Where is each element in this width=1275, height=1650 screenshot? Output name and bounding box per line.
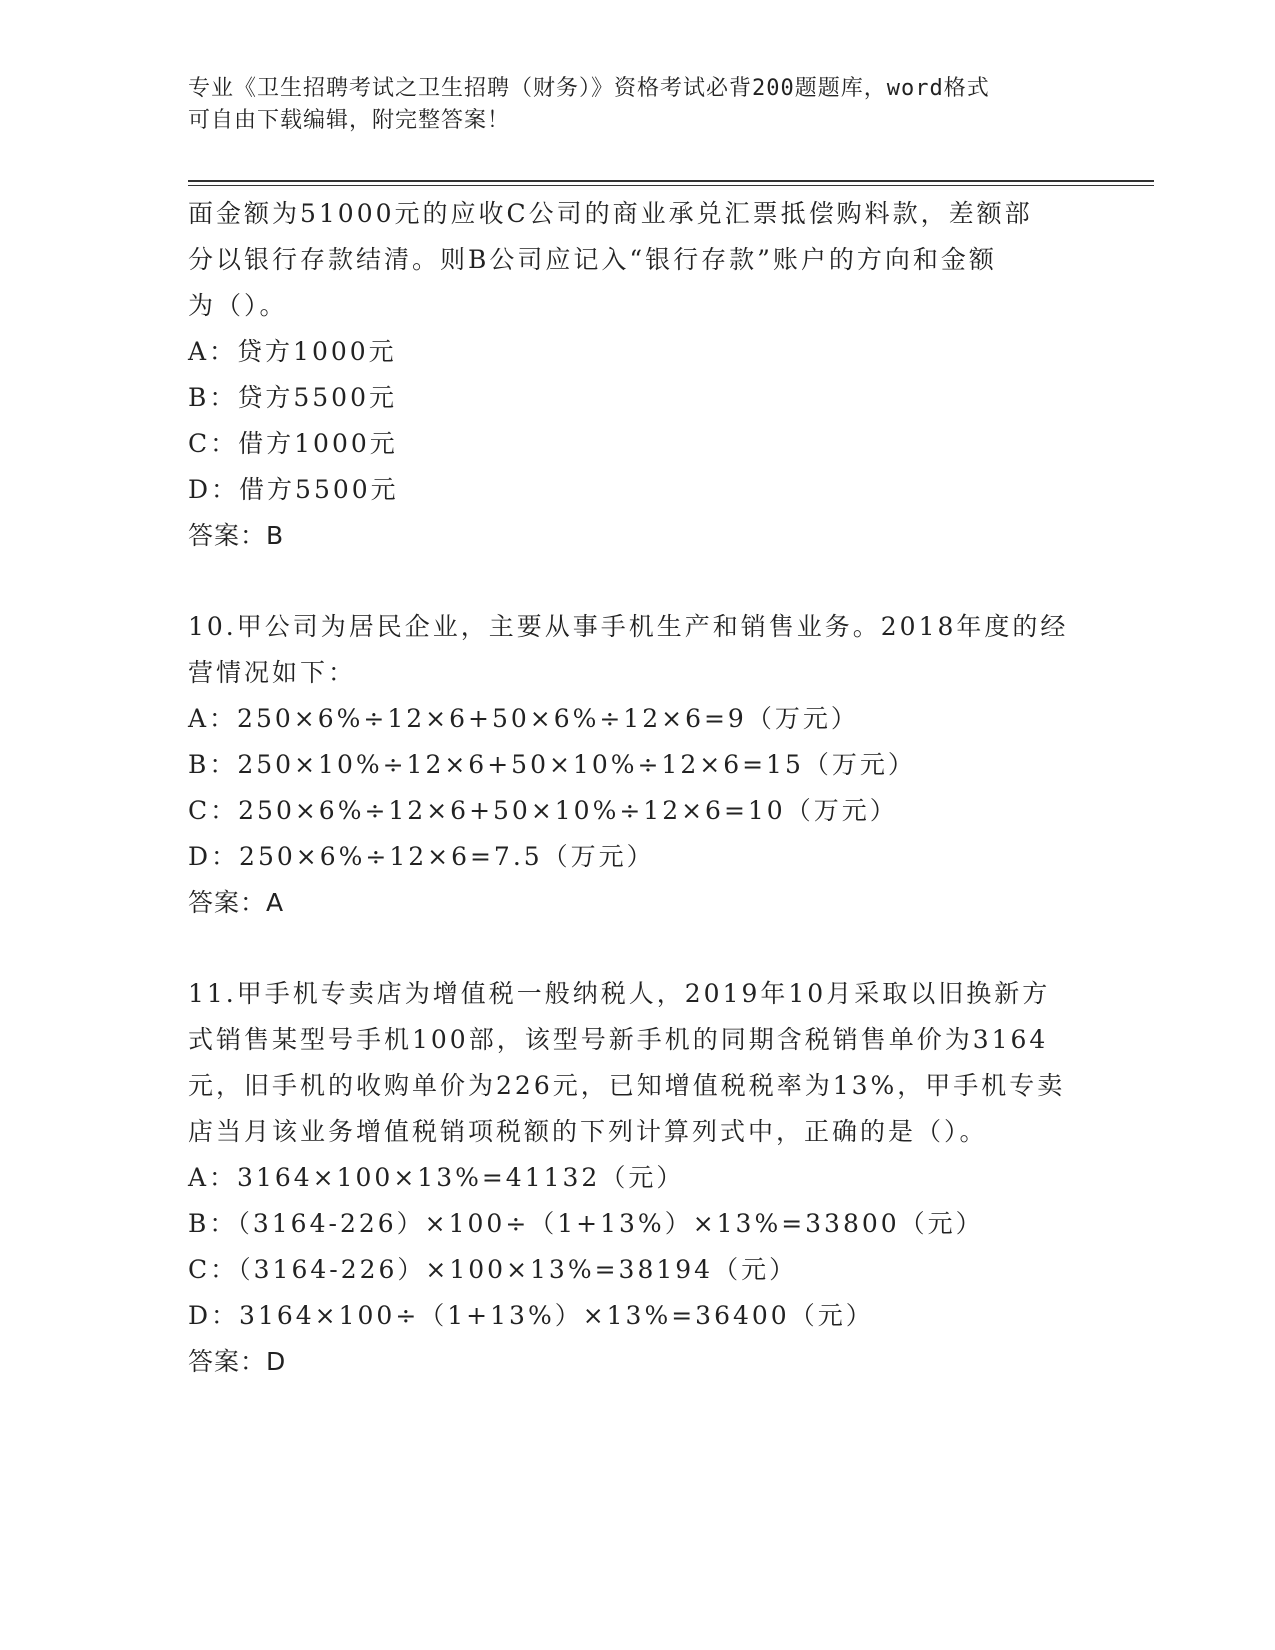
option-b: B：250×10%÷12×6+50×10%÷12×6=15（万元） (188, 750, 916, 779)
question-stem (188, 971, 1088, 1155)
question-11 (188, 971, 1088, 1385)
option-a: A：贷方1000元 (188, 337, 397, 366)
stem-line: 10.甲公司为居民企业，主要从事手机生产和销售业务。2018年度的经 (188, 612, 1069, 641)
stem-line: 分以银行存款结清。则B公司应记入“银行存款”账户的方向和金额 (188, 245, 997, 274)
stem-line: 11.甲手机专卖店为增值税一般纳税人，2019年10月采取以旧换新方 (188, 979, 1051, 1008)
question-stem (188, 604, 1088, 696)
stem-line: 式销售某型号手机100部，该型号新手机的同期含税销售单价为3164 (188, 1025, 1049, 1054)
option-a: A：3164×100×13%=41132（元） (188, 1163, 685, 1192)
question-list (188, 191, 1088, 1430)
stem-line: 元，旧手机的收购单价为226元，已知增值税税率为13%，甲手机专卖 (188, 1071, 1066, 1100)
answer-line: 答案：A (188, 888, 285, 917)
question-10 (188, 604, 1088, 926)
option-c: C：（3164-226）×100×13%=38194（元） (188, 1255, 798, 1284)
header-line-2: 可自由下载编辑，附完整答案！ (188, 108, 511, 133)
stem-line: 营情况如下： (188, 658, 357, 687)
option-a: A：250×6%÷12×6+50×6%÷12×6=9（万元） (188, 704, 859, 733)
option-d: D：3164×100÷（1+13%）×13%=36400（元） (188, 1301, 874, 1330)
option-c: C：借方1000元 (188, 429, 398, 458)
answer-line: 答案：D (188, 1347, 287, 1376)
question-stem (188, 191, 1088, 329)
answer-line: 答案：B (188, 521, 285, 550)
option-b: B：（3164-226）×100÷（1+13%）×13%=33800（元） (188, 1209, 984, 1238)
stem-line: 店当月该业务增值税销项税额的下列计算列式中，正确的是（）。 (188, 1117, 988, 1146)
stem-line: 为（）。 (188, 291, 288, 320)
option-d: D：250×6%÷12×6=7.5（万元） (188, 842, 655, 871)
document-header (188, 73, 1088, 137)
option-b: B：贷方5500元 (188, 383, 397, 412)
question-9 (188, 191, 1088, 559)
header-rule-thick (188, 180, 1154, 182)
stem-line: 面金额为51000元的应收C公司的商业承兑汇票抵偿购料款，差额部 (188, 199, 1033, 228)
header-rule-thin (188, 185, 1154, 186)
header-line-1: 专业《卫生招聘考试之卫生招聘（财务）》资格考试必背200题题库，word格式 (188, 76, 990, 101)
option-d: D：借方5500元 (188, 475, 399, 504)
option-c: C：250×6%÷12×6+50×10%÷12×6=10（万元） (188, 796, 898, 825)
